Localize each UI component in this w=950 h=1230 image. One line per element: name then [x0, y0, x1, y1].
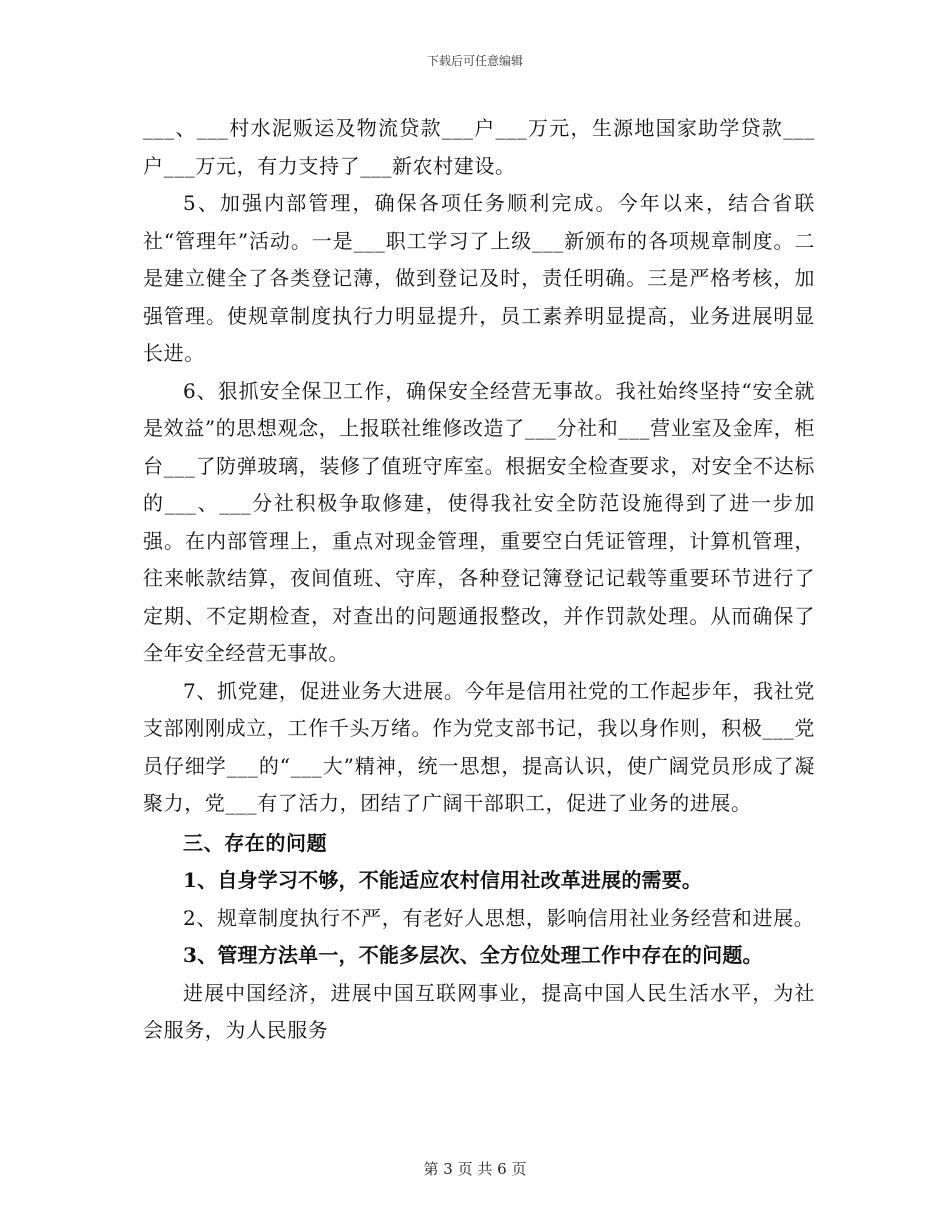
paragraph-party-building: 7、抓党建，促进业务大进展。今年是信用社党的工作起步年，我社党支部刚刚成立，工作千头万绪。作为党支部书记，我以身作则，积极___党员仔细学___的“___大”精神，统一思想，提高认识，使广阔党员形成了凝聚力，党___有了活力，团结了广阔干部职工，促进了业务的进展。 [143, 678, 815, 815]
section-heading-problems: 三、存在的问题 [183, 830, 328, 855]
paragraph-internal-management: 5、加强内部管理，确保各项任务顺利完成。今年以来，结合省联社“管理年”活动。一是___职工学习了上级___新颁布的各项规章制度。二是建立健全了各类登记薄，做到登记及时，责任明确。三是严格考核，加强管理。使规章制度执行力明显提升，员工素养明显提高，业务进展明显长进。 [143, 191, 815, 365]
closing-slogan: 进展中国经济，进展中国互联网事业，提高中国人民生活水平，为社会服务，为人民服务 [143, 980, 815, 1042]
paragraph-loans: ___、___村水泥贩运及物流贷款___户___万元，生源地国家助学贷款___户___万元，有力支持了___新农村建设。 [143, 116, 815, 178]
problem-item-2: 2、规章制度执行不严，有老好人思想，影响信用社业务经营和进展。 [183, 905, 815, 930]
paragraph-security: 6、狠抓安全保卫工作，确保安全经营无事故。我社始终坚持“安全就是效益”的思想观念，上报联社维修改造了___分社和___营业室及金库，柜台___了防弹玻璃，装修了值班守库室。根据安全检查要求，对安全不达标的___、___分社积极争取修建，使得我社安全防范设施得到了进一步加强。在内部管理上，重点对现金管理，重要空白凭证管理，计算机管理，往来帐款结算，夜间值班、守库，各种登记簿登记记载等重要环节进行了定期、不定期检查，对查出的问题通报整改，并作罚款处理。从而确保了全年安全经营无事故。 [143, 378, 815, 665]
page-number: 第 3 页 共 6 页 [423, 1160, 527, 1178]
document-body [143, 110, 815, 1050]
page-header: 下载后可任意编辑 [426, 54, 523, 68]
problem-item-1: 1、自身学习不够，不能适应农村信用社改革进展的需要。 [183, 868, 703, 892]
problem-item-3: 3、管理方法单一，不能多层次、全方位处理工作中存在的问题。 [183, 943, 763, 967]
